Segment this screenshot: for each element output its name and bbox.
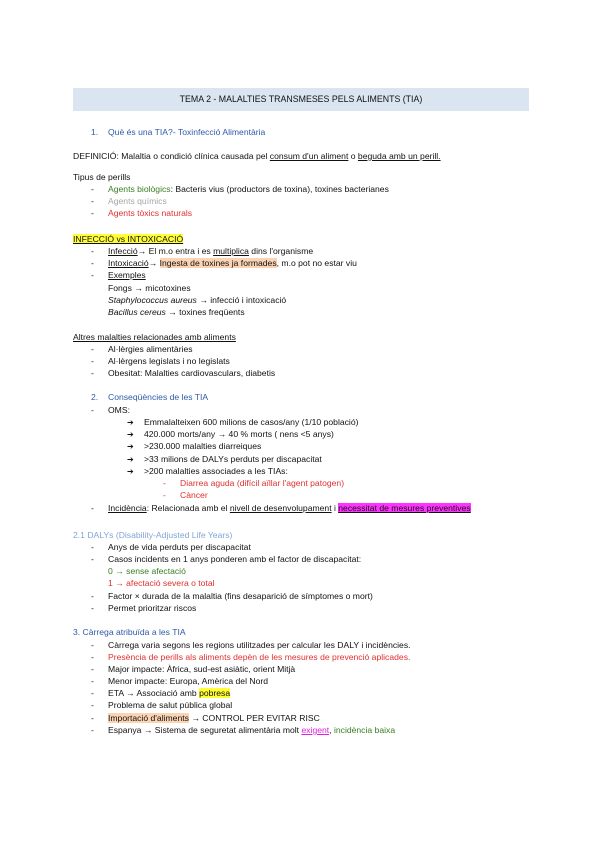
intoxication-highlight: Ingesta de toxines ja formades <box>159 258 277 268</box>
incidence-highlight: necessitat de mesures preventives <box>338 503 471 513</box>
oms-stat: >200 malalties associades a les TIAs: <box>144 466 288 476</box>
list-dash: - <box>91 356 94 366</box>
list-dash: - <box>91 344 94 354</box>
burden-item: Major impacte: Àfrica, sud-est asiàtic, orient Mitjà <box>108 664 296 674</box>
burden-demanding: exigent <box>301 725 330 735</box>
list-dash: - <box>91 184 94 194</box>
arrow-bullet-icon: ➔ <box>127 442 134 451</box>
example-bacillus-text: → toxines freqüents <box>165 307 245 317</box>
infection-heading <box>73 234 183 245</box>
infection-text: → El m.o entra i es <box>137 246 214 256</box>
list-dash: - <box>91 258 94 268</box>
example-staphylococcus <box>108 295 286 306</box>
example-bacillus-name: Bacillus cereus <box>108 307 166 317</box>
burden-highlight-import: Importació d'aliments <box>108 713 189 723</box>
list-dash: - <box>91 700 94 710</box>
definition-paragraph <box>73 151 441 162</box>
daly-item: Factor × durada de la malaltia (fins desaparició de símptomes o mort) <box>108 591 373 601</box>
oms-stat: Emmalalteixen 600 milions de casos/any (1/10 població) <box>144 417 359 427</box>
section-2-number: 2. <box>91 392 99 402</box>
title-banner <box>73 88 529 111</box>
daly-item: Permet prioritzar riscos <box>108 603 197 613</box>
daly-factor-one: 1 → afectació severa o total <box>108 578 215 588</box>
daly-item: Anys de vida perduts per discapacitat <box>108 542 251 552</box>
infection-text-end: dins l'organisme <box>248 246 314 256</box>
list-dash: - <box>91 270 94 280</box>
intoxication-item <box>108 258 357 269</box>
burden-text: → CONTROL PER EVITAR RISC <box>188 713 320 723</box>
example-staphylococcus-text: → infecció i intoxicació <box>196 295 287 305</box>
list-dash: - <box>91 196 94 206</box>
burden-item: Problema de salut pública global <box>108 700 233 710</box>
oms-label: OMS: <box>108 405 130 415</box>
list-dash: - <box>91 676 94 686</box>
burden-low-incidence: incidència baixa <box>333 725 396 735</box>
oms-stat: >33 milions de DALYs perduts per discapacitat <box>144 454 322 464</box>
other-disease-item: Obesitat: Malalties cardiovasculars, diabetis <box>108 368 276 378</box>
burden-highlight-poverty: pobresa <box>199 688 231 698</box>
incidence-text-mid: i <box>331 503 339 513</box>
intoxication-arrow: → <box>148 258 160 268</box>
list-dash: - <box>91 405 94 415</box>
list-dash: - <box>91 688 94 698</box>
section-2-heading: Conseqüències de les TIA <box>108 392 209 402</box>
burden-item: Menor impacte: Europa, Amèrica del Nord <box>108 676 269 686</box>
burden-item <box>108 725 395 736</box>
burden-separator: , <box>329 725 334 735</box>
list-dash: - <box>91 554 94 564</box>
list-dash: - <box>91 591 94 601</box>
intoxication-term: Intoxicació <box>108 258 149 268</box>
section-2-1-heading: 2.1 DALYs (Disability-Adjusted Life Years) <box>73 530 233 540</box>
list-dash: - <box>91 652 94 662</box>
hazard-biological-text: : Bacteris vius (productors de toxina), toxines bacterianes <box>170 184 389 194</box>
example-bacillus <box>108 307 245 318</box>
page-title: TEMA 2 - MALALTIES TRANSMESES PELS ALIMENTS (TIA) <box>179 94 423 104</box>
list-dash: - <box>91 664 94 674</box>
example-staphylococcus-name: Staphylococcus aureus <box>108 295 197 305</box>
hazard-item-chemical: Agents químics <box>108 196 167 206</box>
associated-disease: Diarrea aguda (difícil aïllar l'agent patogen) <box>180 478 345 488</box>
burden-text: Espanya → Sistema de seguretat alimentària molt <box>108 725 302 735</box>
list-dash: - <box>91 603 94 613</box>
associated-disease: Càncer <box>180 490 208 500</box>
daly-factor-zero: 0 → sense afectació <box>108 566 186 576</box>
hazard-biological-label: Agents biològics <box>108 184 171 194</box>
list-dash: - <box>91 208 94 218</box>
arrow-bullet-icon: ➔ <box>127 418 134 427</box>
infection-heading-text: INFECCIÓ vs INTOXICACIÓ <box>73 234 184 244</box>
other-disease-item: Al·lèrgies alimentàries <box>108 344 193 354</box>
section-3-heading: 3. Càrrega atribuïda a les TIA <box>73 627 186 637</box>
oms-stat: 420.000 morts/any → 40 % morts ( nens <5 anys) <box>144 429 334 439</box>
list-dash: - <box>163 490 166 500</box>
daly-item: Casos incidents en 1 anys ponderen amb el factor de discapacitat: <box>108 554 362 564</box>
list-dash: - <box>163 478 166 488</box>
burden-item: Presència de perills als aliments depèn de les mesures de prevenció aplicades. <box>108 652 411 662</box>
burden-item: Càrrega varia segons les regions utilitzades per calcular les DALY i incidències. <box>108 640 411 650</box>
arrow-bullet-icon: ➔ <box>127 430 134 439</box>
burden-text: ETA → Associació amb <box>108 688 200 698</box>
definition-text: : Malaltia o condició clínica causada pel <box>116 151 270 161</box>
other-diseases-heading: Altres malalties relacionades amb aliments <box>73 332 236 342</box>
arrow-bullet-icon: ➔ <box>127 467 134 476</box>
arrow-bullet-icon: ➔ <box>127 455 134 464</box>
hazard-item-natural-toxins: Agents tòxics naturals <box>108 208 193 218</box>
definition-underline-2: beguda amb un perill. <box>357 151 441 161</box>
section-1-number: 1. <box>91 127 99 137</box>
other-disease-item: Al·lèrgens legislats i no legislats <box>108 356 230 366</box>
section-1-heading: Què és una TIA?- Toxinfecció Alimentària <box>108 127 266 137</box>
example-fungi: Fongs → micotoxines <box>108 283 191 293</box>
definition-underline-1: consum d'un aliment <box>269 151 349 161</box>
list-dash: - <box>91 542 94 552</box>
infection-item <box>108 246 313 257</box>
list-dash: - <box>91 368 94 378</box>
incidence-term: Incidència <box>108 503 147 513</box>
definition-label: DEFINICIÓ <box>73 151 117 161</box>
intoxication-text-end: , m.o pot no estar viu <box>276 258 357 268</box>
infection-term: Infecció <box>108 246 138 256</box>
list-dash: - <box>91 246 94 256</box>
list-dash: - <box>91 713 94 723</box>
oms-stat: >230.000 malalties diarreiques <box>144 441 262 451</box>
list-dash: - <box>91 640 94 650</box>
incidence-text: : Relacionada amb el <box>146 503 230 513</box>
list-dash: - <box>91 503 94 513</box>
infection-underline: multiplica <box>213 246 249 256</box>
burden-item <box>108 688 230 699</box>
hazard-item-biological <box>108 184 389 195</box>
burden-item <box>108 713 320 724</box>
definition-text-mid: o <box>348 151 358 161</box>
examples-label: Exemples <box>108 270 146 280</box>
incidence-item <box>108 503 471 514</box>
hazard-types-label: Tipus de perills <box>73 172 131 182</box>
incidence-underline: nivell de desenvolupament <box>229 503 332 513</box>
list-dash: - <box>91 725 94 735</box>
